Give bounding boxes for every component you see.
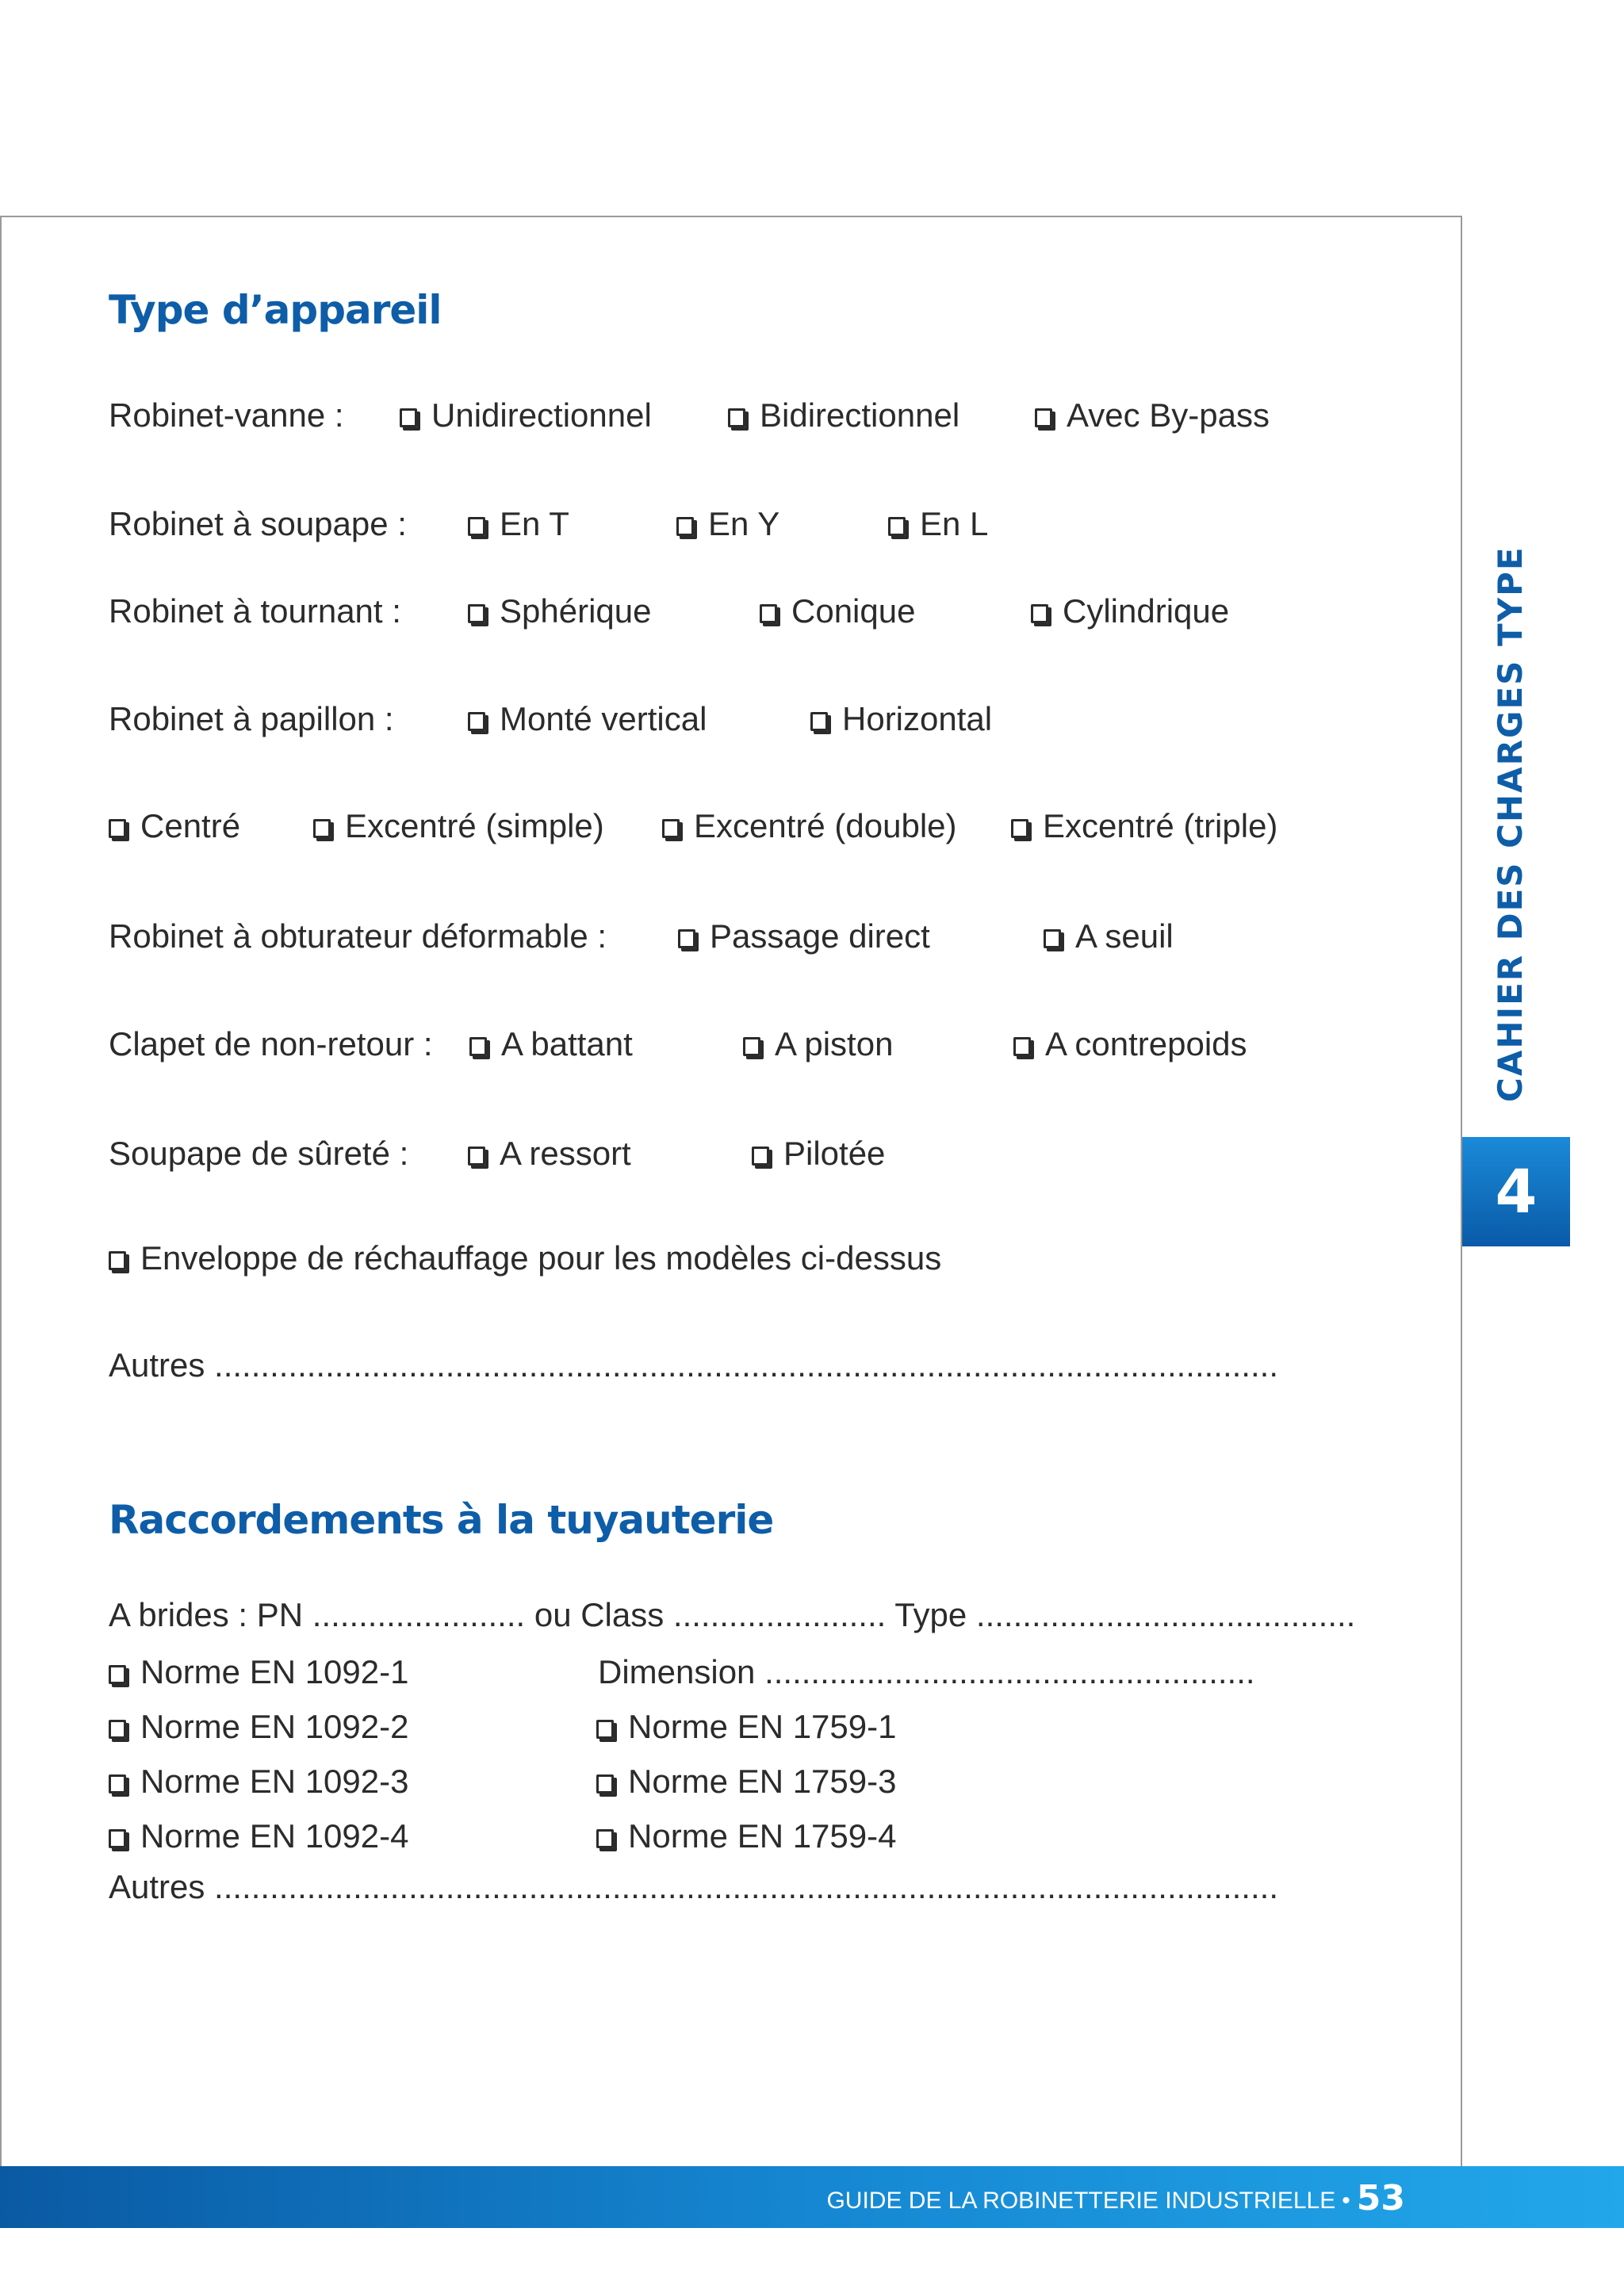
checkbox-icon[interactable] (468, 604, 485, 623)
option-bidirectionnel[interactable]: Bidirectionnel (728, 399, 959, 432)
label-robinet-papillon: Robinet à papillon : (109, 700, 394, 737)
option-cylindrique[interactable]: Cylindrique (1031, 595, 1229, 628)
autres-field-type[interactable]: Autres ................................................................................................................... (109, 1346, 1278, 1384)
label-robinet-tournant: Robinet à tournant : (109, 592, 401, 630)
page-number: 53 (1356, 2178, 1405, 2218)
checkbox-icon[interactable] (109, 1774, 126, 1794)
checkbox-icon[interactable] (678, 929, 695, 948)
section-title-type-appareil: Type d’appareil (109, 287, 442, 333)
page-frame-top (0, 216, 1462, 217)
checkbox-icon[interactable] (469, 1037, 487, 1056)
option-norme-en-1092-3[interactable]: Norme EN 1092-3 (109, 1765, 408, 1798)
autres-field-raccordements[interactable]: Autres ................................................................................................................... (109, 1868, 1278, 1905)
option-en-t[interactable]: En T (468, 507, 569, 541)
option-norme-en-1092-1[interactable]: Norme EN 1092-1 (109, 1656, 408, 1689)
option-norme-en-1759-4[interactable]: Norme EN 1759-4 (596, 1820, 896, 1853)
checkbox-icon[interactable] (743, 1037, 760, 1056)
checkbox-icon[interactable] (313, 819, 331, 838)
sidebar-chapter-title: CAHIER DES CHARGES TYPE (1491, 546, 1530, 1102)
option-norme-en-1092-4[interactable]: Norme EN 1092-4 (109, 1820, 408, 1853)
option-spherique[interactable]: Sphérique (468, 595, 651, 628)
checkbox-icon[interactable] (109, 1829, 126, 1848)
footer-caption (826, 2178, 1405, 2218)
dimension-field[interactable]: Dimension ..................................................... (598, 1653, 1255, 1690)
checkbox-icon[interactable] (1011, 819, 1028, 838)
page-frame-left (0, 216, 2, 2166)
option-norme-en-1759-1[interactable]: Norme EN 1759-1 (596, 1710, 896, 1744)
checkbox-icon[interactable] (109, 819, 126, 838)
label-robinet-vanne: Robinet-vanne : (109, 396, 344, 434)
label-soupape-surete: Soupape de sûreté : (109, 1135, 409, 1172)
chapter-number-tab: 4 (1462, 1137, 1570, 1246)
option-unidirectionnel[interactable]: Unidirectionnel (400, 399, 652, 432)
checkbox-icon[interactable] (760, 604, 777, 623)
label-clapet-non-retour: Clapet de non-retour : (109, 1025, 433, 1062)
footer-separator-dot: • (1342, 2188, 1350, 2214)
option-excentre-simple[interactable]: Excentré (simple) (313, 810, 604, 843)
checkbox-icon[interactable] (468, 517, 485, 536)
checkbox-icon[interactable] (1031, 604, 1048, 623)
option-norme-en-1759-3[interactable]: Norme EN 1759-3 (596, 1765, 896, 1798)
checkbox-icon[interactable] (752, 1147, 769, 1166)
checkbox-icon[interactable] (109, 1251, 126, 1270)
label-robinet-obturateur: Robinet à obturateur déformable : (109, 917, 607, 955)
option-excentre-double[interactable]: Excentré (double) (662, 810, 957, 843)
option-conique[interactable]: Conique (760, 595, 915, 628)
option-a-seuil[interactable]: A seuil (1044, 920, 1174, 953)
checkbox-icon[interactable] (596, 1829, 614, 1848)
checkbox-icon[interactable] (596, 1774, 614, 1794)
checkbox-icon[interactable] (676, 517, 694, 536)
checkbox-icon[interactable] (596, 1720, 614, 1739)
checkbox-icon[interactable] (468, 1147, 485, 1166)
checkbox-icon[interactable] (400, 408, 417, 427)
option-a-ressort[interactable]: A ressort (468, 1137, 631, 1170)
option-passage-direct[interactable]: Passage direct (678, 920, 930, 953)
brides-field-line[interactable]: A brides : PN ....................... ou Class ....................... Type ......................................... (109, 1596, 1356, 1633)
checkbox-icon[interactable] (728, 408, 745, 427)
option-monte-vertical[interactable]: Monté vertical (468, 702, 707, 736)
option-centre[interactable]: Centré (109, 810, 240, 843)
option-en-y[interactable]: En Y (676, 507, 779, 541)
option-a-battant[interactable]: A battant (469, 1028, 633, 1061)
option-a-contrepoids[interactable]: A contrepoids (1013, 1028, 1247, 1061)
option-pilotee[interactable]: Pilotée (752, 1137, 885, 1170)
option-a-piston[interactable]: A piston (743, 1028, 893, 1061)
checkbox-icon[interactable] (468, 712, 485, 731)
checkbox-icon[interactable] (888, 517, 906, 536)
option-enveloppe-rechauffage[interactable]: Enveloppe de réchauffage pour les modèles ci-dessus (109, 1242, 941, 1275)
option-en-l[interactable]: En L (888, 507, 988, 541)
checkbox-icon[interactable] (109, 1665, 126, 1684)
section-title-raccordements: Raccordements à la tuyauterie (109, 1497, 774, 1543)
checkbox-icon[interactable] (662, 819, 680, 838)
footer-guide-title: GUIDE DE LA ROBINETTERIE INDUSTRIELLE (826, 2188, 1336, 2214)
option-horizontal[interactable]: Horizontal (810, 702, 992, 736)
option-norme-en-1092-2[interactable]: Norme EN 1092-2 (109, 1710, 408, 1744)
checkbox-icon[interactable] (1013, 1037, 1031, 1056)
checkbox-icon[interactable] (1035, 408, 1052, 427)
label-robinet-soupape: Robinet à soupape : (109, 505, 407, 542)
checkbox-icon[interactable] (810, 712, 828, 731)
checkbox-icon[interactable] (1044, 929, 1061, 948)
option-avec-by-pass[interactable]: Avec By-pass (1035, 399, 1270, 432)
footer-band (0, 2166, 1624, 2228)
checkbox-icon[interactable] (109, 1720, 126, 1739)
option-excentre-triple[interactable]: Excentré (triple) (1011, 810, 1277, 843)
